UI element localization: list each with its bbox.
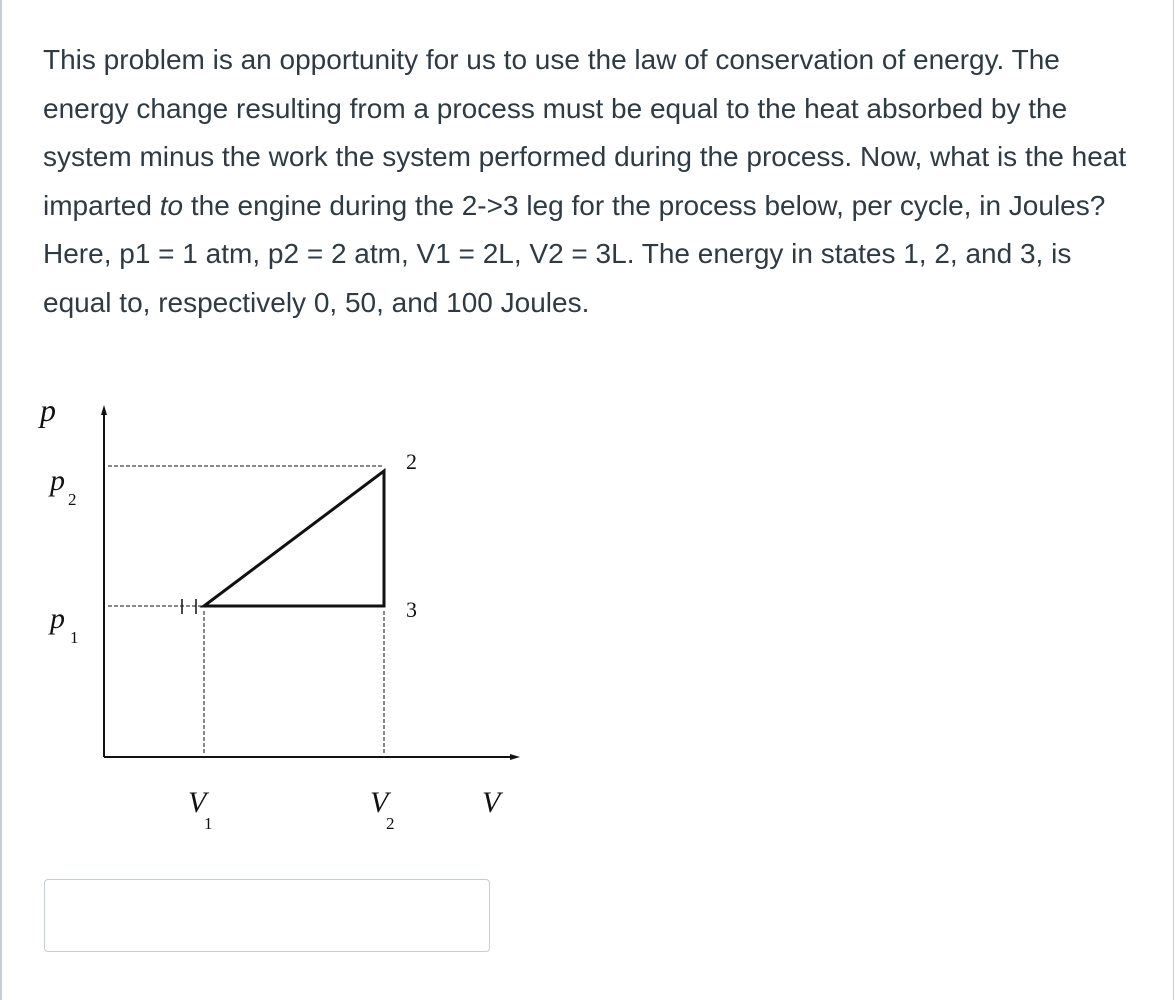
x-axis-label: V [482,786,501,819]
state-3-label: 3 [406,597,417,622]
v1-label: V [188,786,207,819]
y-axis-label: p [40,392,56,428]
p2-subscript: 2 [68,490,77,509]
v2-subscript: 2 [386,814,395,833]
y-axis-arrow [101,405,107,415]
v2-label: V [370,786,389,819]
question-text-part2: the engine during the 2->3 leg for the process below, per cycle, in Joules? Here, p1 = 1 atm, p2 = 2 atm, V1 = 2L, V2 = 3L. The energy in states 1, 2, and 3, is equal to, respectively 0, 50, and 100 Joules. [43,189,1106,318]
question-text [43,36,1143,327]
answer-input[interactable] [44,879,490,952]
p1-subscript: 1 [70,628,79,647]
x-axis-arrow [510,754,520,760]
p2-label: p [50,464,65,497]
question-text-emphasis: to [159,189,184,221]
process-path [204,471,384,606]
question-text-part1: This problem is an opportunity for us to use the law of conservation of energy. The energy change resulting from a process must be equal to the heat absorbed by the system minus the work the system performed during the process. Now, what is the heat imparted [43,44,1127,221]
state-2-label: 2 [406,449,417,474]
p1-label: p [50,602,65,635]
v1-subscript: 1 [204,814,213,833]
pv-diagram [20,385,540,845]
